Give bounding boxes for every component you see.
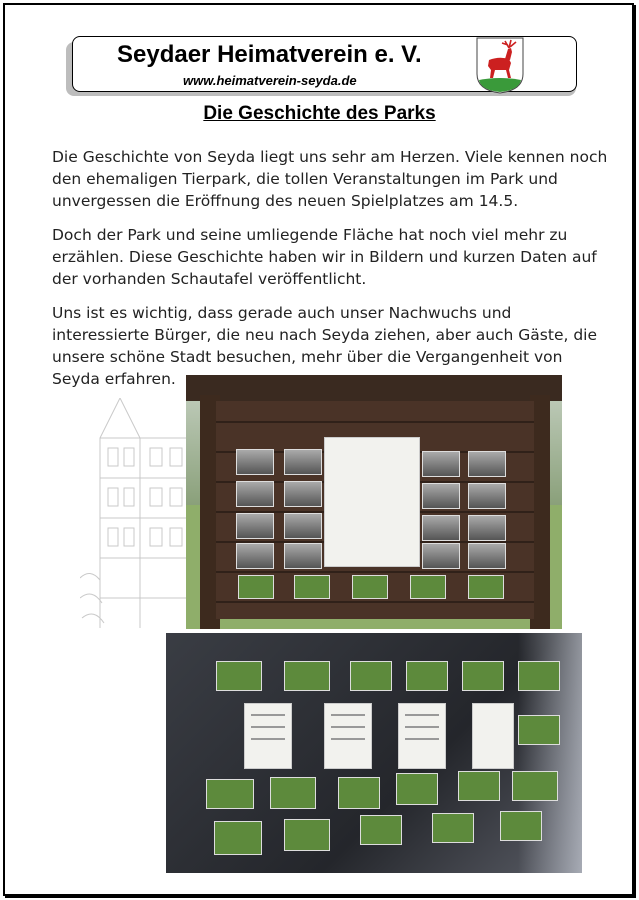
organization-url[interactable]: www.heimatverein-seyda.de — [183, 73, 357, 88]
paragraph-1: Die Geschichte von Seyda liegt uns sehr am Herzen. Viele kennen noch den ehemaligen Tierpark, die tollen Veranstaltungen im Park und unvergessen die Eröffnung des neuen Spielplatzes am 14.5. — [52, 148, 608, 210]
paragraph-3: Uns ist es wichtig, dass gerade auch unser Nachwuchs und interessierte Bürger, die neu nach Seyda ziehen, aber auch Gäste, die unsere schöne Stadt besuchen, mehr über die Vergangenheit von Seyda erfahren. — [52, 304, 598, 388]
organization-title: Seydaer Heimatverein e. V. — [117, 41, 422, 68]
document-title: Die Geschichte des Parks — [203, 103, 436, 124]
paragraph-2: Doch der Park und seine umliegende Fläche hat noch viel mehr zu erzählen. Diese Geschichte haben wir in Bildern und kurzen Daten auf der vorhanden Schautafel veröffentlicht. — [52, 226, 597, 288]
header-box — [72, 36, 577, 92]
deer-crest-icon — [475, 36, 525, 94]
building-sketch-illustration — [80, 398, 190, 628]
park-board-photo-2 — [166, 633, 582, 873]
park-board-photo-1 — [186, 375, 562, 629]
